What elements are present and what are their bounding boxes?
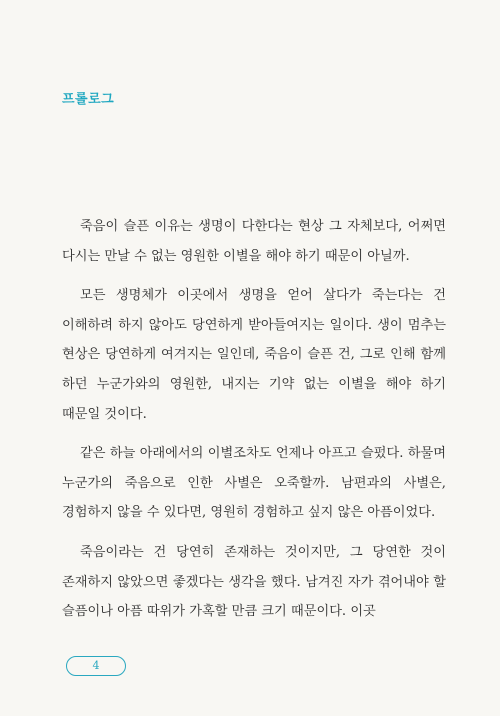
paragraph: 죽음이 슬픈 이유는 생명이 다한다는 현상 그 자체보다, 어쩌면 다시는 만날 수 없는 영원한 이별을 해야 하기 때문이 아닐까. <box>62 219 446 264</box>
paragraph: 같은 하늘 아래에서의 이별조차도 언제나 아프고 슬펐다. 하물며 누군가의 죽음으로 인한 사별은 오죽할까. 남편과의 사별은, 경험하지 않을 수 있다면, 영원히 경험하고 싶지 않은 아픔이었다. <box>62 446 446 521</box>
body-text <box>62 212 446 637</box>
page-number-badge: 4 <box>66 656 126 676</box>
chapter-title: 프롤로그 <box>62 92 115 107</box>
paragraph: 모든 생명체가 이곳에서 생명을 얻어 살다가 죽는다는 건 이해하려 하지 않아도 당연하게 받아들여지는 일이다. 생이 멈추는 현상은 당연하게 여겨지는 일인데, 죽음이 슬픈 건, 그로 인해 함께 하던 누군가와의 영원한, 내지는 기약 없는 이별을 해야 하기 때문일 것이다. <box>62 288 446 422</box>
paragraph: 죽음이라는 건 당연히 존재하는 것이지만, 그 당연한 것이 존재하지 않았으면 좋겠다는 생각을 했다. 남겨진 자가 겪어내야 할 슬픔이나 아픔 따위가 가혹할 만큼 크기 때문이다. 이곳 <box>62 544 446 620</box>
